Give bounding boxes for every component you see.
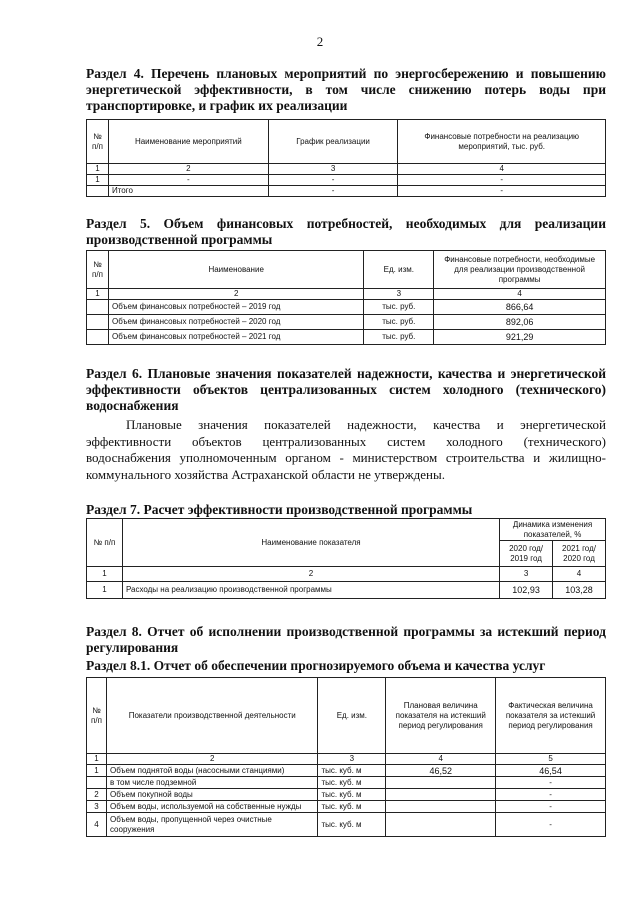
table-cell: 892,06	[434, 315, 606, 330]
column-number: 1	[87, 289, 109, 300]
column-number: 3	[364, 289, 434, 300]
table-cell: Объем финансовых потребностей – 2021 год	[108, 330, 363, 345]
table-cell: -	[268, 175, 398, 186]
table-cell: Объем покупной воды	[106, 789, 318, 801]
header-cell: Ед. изм.	[364, 251, 434, 289]
column-number: 2	[108, 164, 268, 175]
table-cell: 866,64	[434, 300, 606, 315]
table-row	[87, 300, 606, 315]
column-number: 4	[553, 567, 606, 582]
table-cell: 1	[87, 175, 109, 186]
table-cell: -	[496, 813, 606, 837]
section-7-table	[86, 518, 606, 599]
table-cell: -	[496, 777, 606, 789]
header-cell: Финансовые потребности, необходимые для реализации производственной программы	[434, 251, 606, 289]
table-cell: 4	[87, 813, 107, 837]
table-row	[87, 765, 606, 777]
table-cell: Объем воды, пропущенной через очистные сооружения	[106, 813, 318, 837]
table-cell: -	[496, 789, 606, 801]
section-4-title: Раздел 4. Перечень плановых мероприятий по энергосбережению и повышению энергетической эффективности, в том числе снижению потерь воды при транспортировке, и график их реализации	[86, 66, 606, 113]
table-cell: 102,93	[500, 582, 553, 599]
table-cell: -	[398, 186, 606, 197]
column-number: 2	[106, 754, 318, 765]
column-number: 4	[386, 754, 496, 765]
header-cell: Ед. изм.	[318, 678, 386, 754]
header-cell: График реализации	[268, 120, 398, 164]
table-cell	[87, 315, 109, 330]
column-number: 1	[87, 754, 107, 765]
table-cell: тыс. куб. м	[318, 813, 386, 837]
column-number: 1	[87, 164, 109, 175]
table-cell: -	[496, 801, 606, 813]
section-5-table	[86, 250, 606, 345]
column-number-row	[87, 754, 606, 765]
header-cell: Наименование показателя	[122, 519, 499, 567]
table-row	[87, 777, 606, 789]
table-cell: тыс. руб.	[364, 300, 434, 315]
table-cell: -	[398, 175, 606, 186]
table-cell: Итого	[108, 186, 268, 197]
table-cell: -	[108, 175, 268, 186]
table-cell: в том числе подземной	[106, 777, 318, 789]
table-cell: Расходы на реализацию производственной программы	[122, 582, 499, 599]
table-cell	[87, 330, 109, 345]
table-cell: тыс. куб. м	[318, 765, 386, 777]
table-cell: тыс. куб. м	[318, 801, 386, 813]
table-cell: тыс. куб. м	[318, 789, 386, 801]
column-number: 5	[496, 754, 606, 765]
column-number: 3	[268, 164, 398, 175]
table-row	[87, 175, 606, 186]
table-cell: 46,52	[386, 765, 496, 777]
header-cell: Финансовые потребности на реализацию мероприятий, тыс. руб.	[398, 120, 606, 164]
table-cell: -	[268, 186, 398, 197]
table-cell: 46,54	[496, 765, 606, 777]
header-cell: Плановая величина показателя на истекший период регулирования	[386, 678, 496, 754]
column-number-row	[87, 164, 606, 175]
table-cell: 1	[87, 582, 123, 599]
header-cell: Фактическая величина показателя за истекший период регулирования	[496, 678, 606, 754]
table-cell: 2	[87, 789, 107, 801]
header-cell: Наименование мероприятий	[108, 120, 268, 164]
section-8-title: Раздел 8. Отчет об исполнении производственной программы за истекший период регулирования	[86, 624, 606, 655]
table-cell: тыс. руб.	[364, 315, 434, 330]
table-cell: 1	[87, 765, 107, 777]
header-cell: 2020 год/ 2019 год	[500, 541, 553, 567]
table-row	[87, 801, 606, 813]
table-cell: 3	[87, 801, 107, 813]
column-number-row	[87, 567, 606, 582]
column-number: 2	[108, 289, 363, 300]
column-number: 3	[318, 754, 386, 765]
table-row	[87, 186, 606, 197]
table-cell: 921,29	[434, 330, 606, 345]
table-header-row	[87, 251, 606, 289]
header-cell: Динамика изменения показателей, %	[500, 519, 606, 541]
header-cell: № п/п	[87, 251, 109, 289]
section-6-title: Раздел 6. Плановые значения показателей надежности, качества и энергетической эффективности объектов централизованных систем холодного (технического) водоснабжения	[86, 366, 606, 413]
table-cell: тыс. руб.	[364, 330, 434, 345]
header-cell: № п/п	[87, 519, 123, 567]
section-5-title: Раздел 5. Объем финансовых потребностей, необходимых для реализации производственной программы	[86, 216, 606, 247]
column-number-row	[87, 289, 606, 300]
table-cell	[386, 813, 496, 837]
column-number: 1	[87, 567, 123, 582]
header-cell: Наименование	[108, 251, 363, 289]
table-cell	[87, 300, 109, 315]
table-cell	[386, 801, 496, 813]
header-cell: № п/п	[87, 678, 107, 754]
table-cell: Объем финансовых потребностей – 2020 год	[108, 315, 363, 330]
table-cell: тыс. куб. м	[318, 777, 386, 789]
column-number: 3	[500, 567, 553, 582]
section-8-1-table	[86, 677, 606, 837]
table-header-row	[87, 678, 606, 754]
table-cell: Объем воды, используемой на собственные нужды	[106, 801, 318, 813]
column-number: 2	[122, 567, 499, 582]
table-header-row	[87, 120, 606, 164]
table-cell: 103,28	[553, 582, 606, 599]
column-number: 4	[398, 164, 606, 175]
header-cell: 2021 год/ 2020 год	[553, 541, 606, 567]
section-7-title: Раздел 7. Расчет эффективности производственной программы	[86, 502, 473, 517]
section-6-text: Плановые значения показателей надежности, качества и энергетической эффективности объектов централизованных систем холодного (технического) водоснабжения уполномоченным органом - министерством строительства и жилищно-коммунального хозяйства Астраханской области не утверждены.	[86, 417, 606, 482]
table-cell	[386, 777, 496, 789]
table-row	[87, 330, 606, 345]
table-row	[87, 582, 606, 599]
table-header-row	[87, 519, 606, 541]
page-number: 2	[316, 34, 324, 49]
table-cell: Объем поднятой воды (насосными станциями)	[106, 765, 318, 777]
table-row	[87, 315, 606, 330]
section-8-1-title: Раздел 8.1. Отчет об обеспечении прогнозируемого объема и качества услуг	[86, 658, 546, 673]
table-cell	[87, 777, 107, 789]
section-4-table	[86, 119, 606, 197]
table-cell	[87, 186, 109, 197]
header-cell: Показатели производственной деятельности	[106, 678, 318, 754]
column-number: 4	[434, 289, 606, 300]
header-cell: № п/п	[87, 120, 109, 164]
table-row	[87, 813, 606, 837]
table-cell	[386, 789, 496, 801]
table-row	[87, 789, 606, 801]
table-cell: Объем финансовых потребностей – 2019 год	[108, 300, 363, 315]
